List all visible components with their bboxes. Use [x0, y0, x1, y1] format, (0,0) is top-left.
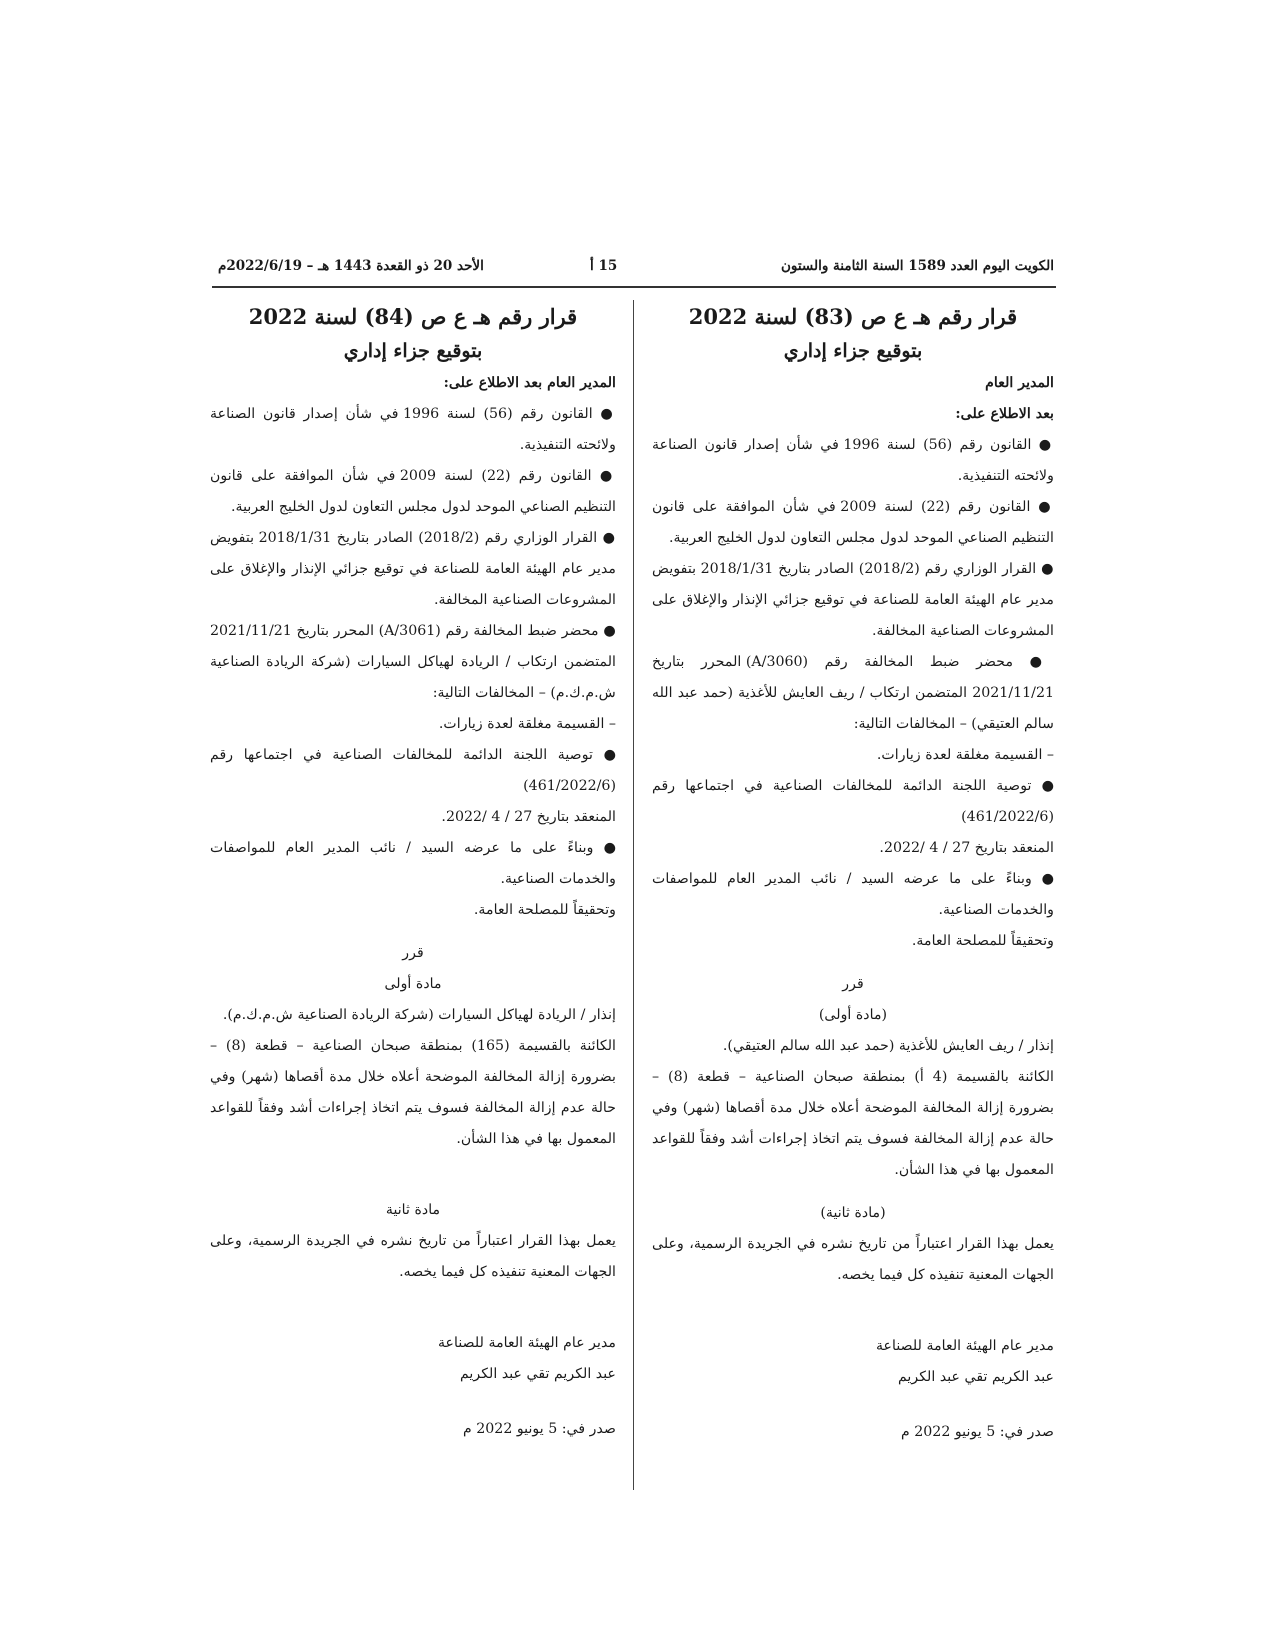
preamble-item: ● القانون رقم (56) لسنة 1996 في شأن إصدار قانون الصناعة ولائحته التنفيذية. — [652, 437, 1054, 484]
article1-heading: مادة أولى — [384, 976, 442, 992]
issue-date: الأحد 20 ذو القعدة 1443 هـ – 2022/6/19م — [218, 258, 484, 274]
preamble-label: المدير العام بعد الاطلاع على: — [443, 375, 616, 391]
preamble-item: ● وبناءً على ما عرضه السيد / نائب المدير العام للمواصفات والخدمات الصناعية. — [210, 840, 616, 887]
preamble-item: ● محضر ضبط المخالفة رقم (3061/A) المحرر بتاريخ 2021/11/21 المتضمن ارتكاب / الريادة لهياكل السيارات (شركة الريادة الصناعية ش.م.ك.م) – المخالفات التالية: — [210, 623, 616, 701]
header-divider — [212, 286, 1056, 288]
signer-title: مدير عام الهيئة العامة للصناعة — [875, 1338, 1054, 1354]
article1-text: إنذار / الريادة لهياكل السيارات (شركة الريادة الصناعية ش.م.ك.م). — [222, 1007, 616, 1023]
public-interest-line: وتحقيقاً للمصلحة العامة. — [473, 902, 616, 918]
decision-subtitle: بتوقيع جزاء إداري — [343, 340, 483, 362]
meeting-date: المنعقد بتاريخ 27 / 4 /2022. — [441, 809, 616, 825]
article1-heading: (مادة أولى) — [818, 1007, 888, 1023]
signer-title: مدير عام الهيئة العامة للصناعة — [437, 1335, 616, 1351]
issue-date-line: صدر في: 5 يونيو 2022 م — [462, 1421, 616, 1437]
page-number: 15 أ — [590, 258, 618, 274]
preamble-item: ● القانون رقم (22) لسنة 2009 في شأن الموافقة على قانون التنظيم الصناعي الموحد لدول مجلس التعاون لدول الخليج العربية. — [652, 499, 1055, 546]
preamble-item: ● توصية اللجنة الدائمة للمخالفات الصناعية في اجتماعها رقم (461/2022/6) — [210, 747, 616, 794]
preamble-item: ● وبناءً على ما عرضه السيد / نائب المدير العام للمواصفات والخدمات الصناعية. — [652, 871, 1054, 918]
preamble-label: بعد الاطلاع على: — [955, 406, 1054, 422]
director-label: المدير العام — [985, 375, 1054, 391]
preamble-item: ● القانون رقم (56) لسنة 1996 في شأن إصدار قانون الصناعة ولائحته التنفيذية. — [210, 406, 617, 453]
preamble-item: ● القرار الوزاري رقم (2018/2) الصادر بتاريخ 2018/1/31 بتفويض مدير عام الهيئة العامة للصناعة في توقيع جزائي الإنذار والإغلاق على المشروعات الصناعية المخالفة. — [210, 530, 616, 608]
article1-text: إنذار / ريف العايش للأغذية (حمد عبد الله سالم العتيقي). — [722, 1038, 1054, 1054]
article2-heading: مادة ثانية — [385, 1202, 441, 1218]
preamble-item: ● توصية اللجنة الدائمة للمخالفات الصناعية في اجتماعها رقم (461/2022/6) — [652, 778, 1054, 825]
preamble-item: ● محضر ضبط المخالفة رقم (3060/A) المحرر بتاريخ 2021/11/21 المتضمن ارتكاب / ريف العايش للأغذية (حمد عبد الله سالم العتيقي) – المخالفات التالية: — [652, 654, 1054, 732]
article1-text: الكائنة بالقسيمة (165) بمنطقة صبحان الصناعية – قطعة (8) – بضرورة إزالة المخالفة الموضحة أعلاه خلال مدة أقصاها (شهر) وفي حالة عدم إزالة المخالفة فسوف يتم اتخاذ إجراءات أشد وفقاً للقواعد المعمول بها في هذا الشأن. — [210, 1038, 616, 1147]
decided-label: قرر — [402, 945, 424, 961]
article2-heading: (مادة ثانية) — [820, 1205, 886, 1221]
signer-name: عبد الكريم تقي عبد الكريم — [459, 1366, 616, 1382]
column-divider — [633, 300, 634, 1490]
decided-label: قرر — [842, 976, 864, 992]
meeting-date: المنعقد بتاريخ 27 / 4 /2022. — [879, 840, 1054, 856]
article2-text: يعمل بهذا القرار اعتباراً من تاريخ نشره في الجريدة الرسمية، وعلى الجهات المعنية تنفيذه كل فيما يخصه. — [652, 1236, 1054, 1283]
public-interest-line: وتحقيقاً للمصلحة العامة. — [911, 933, 1054, 949]
article1-text: الكائنة بالقسيمة (4 أ) بمنطقة صبحان الصناعية – قطعة (8) – بضرورة إزالة المخالفة الموضحة أعلاه خلال مدة أقصاها (شهر) وفي حالة عدم إزالة المخالفة فسوف يتم اتخاذ إجراءات أشد وفقاً للقواعد المعمول بها في هذا الشأن. — [652, 1069, 1055, 1178]
decision-title: قرار رقم هـ ع ص (84) لسنة 2022 — [248, 304, 578, 329]
decision-subtitle: بتوقيع جزاء إداري — [783, 340, 923, 362]
page-header — [218, 258, 1054, 280]
violation-item: – القسيمة مغلقة لعدة زيارات. — [438, 716, 616, 732]
preamble-item: ● القرار الوزاري رقم (2018/2) الصادر بتاريخ 2018/1/31 بتفويض مدير عام الهيئة العامة للصناعة في توقيع جزائي الإنذار والإغلاق على المشروعات الصناعية المخالفة. — [652, 561, 1054, 639]
issue-date-line: صدر في: 5 يونيو 2022 م — [900, 1424, 1054, 1440]
decision-title: قرار رقم هـ ع ص (83) لسنة 2022 — [688, 304, 1018, 329]
decision-83-column — [652, 300, 1054, 1448]
violation-item: – القسيمة مغلقة لعدة زيارات. — [876, 747, 1054, 763]
preamble-item: ● القانون رقم (22) لسنة 2009 في شأن الموافقة على قانون التنظيم الصناعي الموحد لدول مجلس التعاون لدول الخليج العربية. — [210, 468, 616, 515]
gazette-issue-label: الكويت اليوم العدد 1589 السنة الثامنة والستون — [780, 258, 1054, 274]
decision-84-column — [210, 300, 616, 1445]
article2-text: يعمل بهذا القرار اعتباراً من تاريخ نشره في الجريدة الرسمية، وعلى الجهات المعنية تنفيذه كل فيما يخصه. — [210, 1233, 616, 1280]
signer-name: عبد الكريم تقي عبد الكريم — [897, 1369, 1054, 1385]
